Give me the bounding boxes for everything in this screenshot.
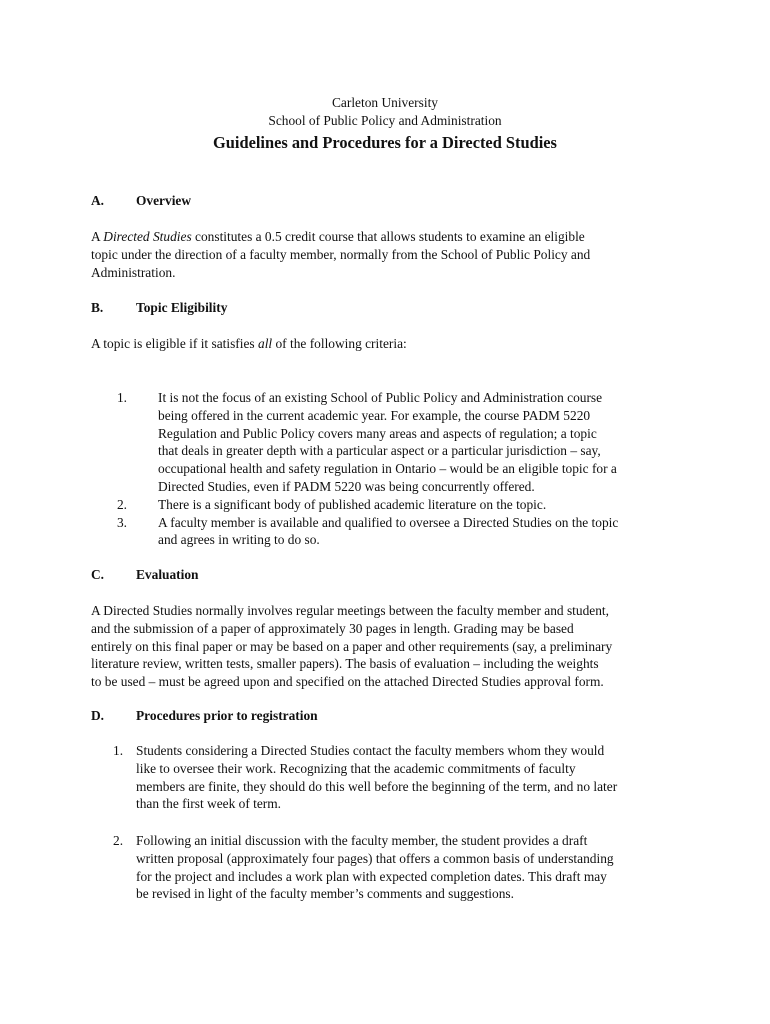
registration-procedures-list-continued — [91, 832, 691, 903]
section-b-letter: B. — [91, 300, 104, 315]
list-item: 2. Following an initial discussion with the faculty member, the student provides a draft written proposal (approximately four pages) that offers a common basis of understanding for the project and includes a work plan with expected completion dates. This draft may be revised in light of the faculty member’s comments and suggestions. — [113, 833, 614, 902]
list-item: 2. There is a significant body of published academic literature on the topic. — [116, 496, 547, 512]
section-c-paragraph — [91, 602, 689, 691]
text-line: entirely on this final paper or may be based on a paper and other requirements (say, a preliminary — [91, 638, 613, 654]
section-d-title: Procedures prior to registration — [136, 708, 318, 723]
eligibility-criteria-list — [91, 389, 691, 549]
text-line: and the submission of a paper of approximately 30 pages in length. Grading may be based — [91, 620, 574, 636]
list-item: 3. A faculty member is available and qualified to oversee a Directed Studies on the topic and agrees in writing to do so. — [116, 514, 619, 548]
text-line: A Directed Studies constitutes a 0.5 credit course that allows students to examine an eligible — [91, 229, 585, 244]
section-b-heading — [91, 299, 227, 317]
school-name: School of Public Policy and Administration — [268, 112, 502, 128]
section-a-title: Overview — [136, 193, 192, 208]
university-name: Carleton University — [332, 95, 438, 110]
text-line: topic under the direction of a faculty member, normally from the School of Public Policy and — [91, 246, 591, 262]
section-a-paragraph — [91, 228, 689, 281]
document-title: Guidelines and Procedures for a Directed Studies — [213, 133, 557, 152]
section-c-heading — [91, 566, 199, 584]
text-line: to be used – must be agreed upon and specified on the attached Directed Studies approval form. — [91, 674, 604, 690]
document-header — [0, 94, 770, 154]
section-d-heading — [91, 707, 318, 725]
section-d-letter: D. — [91, 708, 105, 723]
registration-procedures-list — [91, 742, 691, 813]
section-b-intro: A topic is eligible if it satisfies all of the following criteria: — [91, 336, 407, 351]
section-b-title: Topic Eligibility — [136, 300, 228, 315]
text-line: literature review, written tests, smaller papers). The basis of evaluation – including the weights — [91, 656, 599, 672]
text-line: Administration. — [91, 264, 176, 280]
section-a-heading — [91, 192, 191, 210]
section-c-letter: C. — [91, 567, 105, 582]
section-c-title: Evaluation — [136, 567, 199, 582]
section-a-letter: A. — [91, 193, 105, 208]
list-item: 1. It is not the focus of an existing School of Public Policy and Administration course being offered in the current academic year. For example, the course PADM 5220 Regulation and Public Policy covers many areas and aspects of regulation; a topic that deals in greater depth with a particular aspect or a particular jurisdiction – say, occupational health and safety regulation in Ontario – would be an eligible topic for a Directed Studies, even if PADM 5220 was being concurrently offered. — [116, 390, 617, 494]
text-line: A Directed Studies normally involves regular meetings between the faculty member and student, — [91, 603, 609, 618]
list-item: 1. Students considering a Directed Studies contact the faculty members whom they would like to oversee their work. Recognizing that the academic commitments of faculty members are finite, they should do this well before the beginning of the term, and no later than the first week of term. — [113, 743, 618, 812]
